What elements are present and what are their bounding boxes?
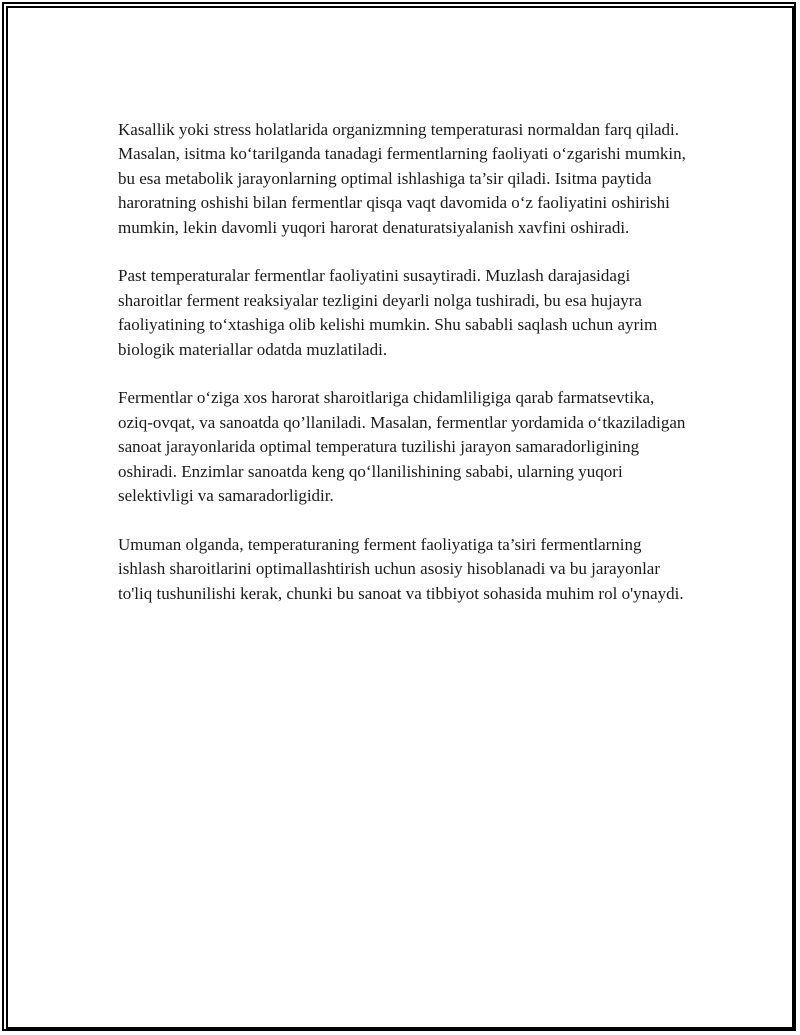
document-body xyxy=(118,118,688,630)
paragraph-2: Past temperaturalar fermentlar faoliyatini susaytiradi. Muzlash darajasidagi sharoitlar ferment reaksiyalar tezligini deyarli nolga tushiradi, bu esa hujayra faoliyatining to‘xtashiga olib kelishi mumkin. Shu sababli saqlash uchun ayrim biologik materiallar odatda muzlatiladi. xyxy=(118,266,658,359)
paragraph-4: Umuman olganda, temperaturaning ferment faoliyatiga ta’siri fermentlarning ishlash sharoitlarini optimallashtirish uchun asosiy hisoblanadi va bu jarayonlar to'liq tushunilishi kerak, chunki bu sanoat va tibbiyot sohasida muhim rol o'ynaydi. xyxy=(118,534,684,603)
paragraph-3: Fermentlar o‘ziga xos harorat sharoitlariga chidamliligiga qarab farmatsevtika, oziq-ovqat, va sanoatda qo’llaniladi. Masalan, fermentlar yordamida o‘tkaziladigan sanoat jarayonlarida optimal temperatura tuzilishi jarayon samaradorligining oshiradi. Enzimlar sanoatda keng qo‘llanilishining sababi, ularning yuqori selektivligi va samaradorligidir. xyxy=(118,388,686,506)
paragraph-1: Kasallik yoki stress holatlarida organizmning temperaturasi normaldan farq qiladi. Masalan, isitma ko‘tarilganda tanadagi fermentlarning faoliyati o‘zgarishi mumkin, bu esa metabolik jarayonlarning optimal ishlashiga ta’sir qiladi. Isitma paytida haroratning oshishi bilan fermentlar qisqa vaqt davomida o‘z faoliyatini oshirishi mumkin, lekin davomli yuqori harorat denaturatsiyalanish xavfini oshiradi. xyxy=(118,120,686,237)
